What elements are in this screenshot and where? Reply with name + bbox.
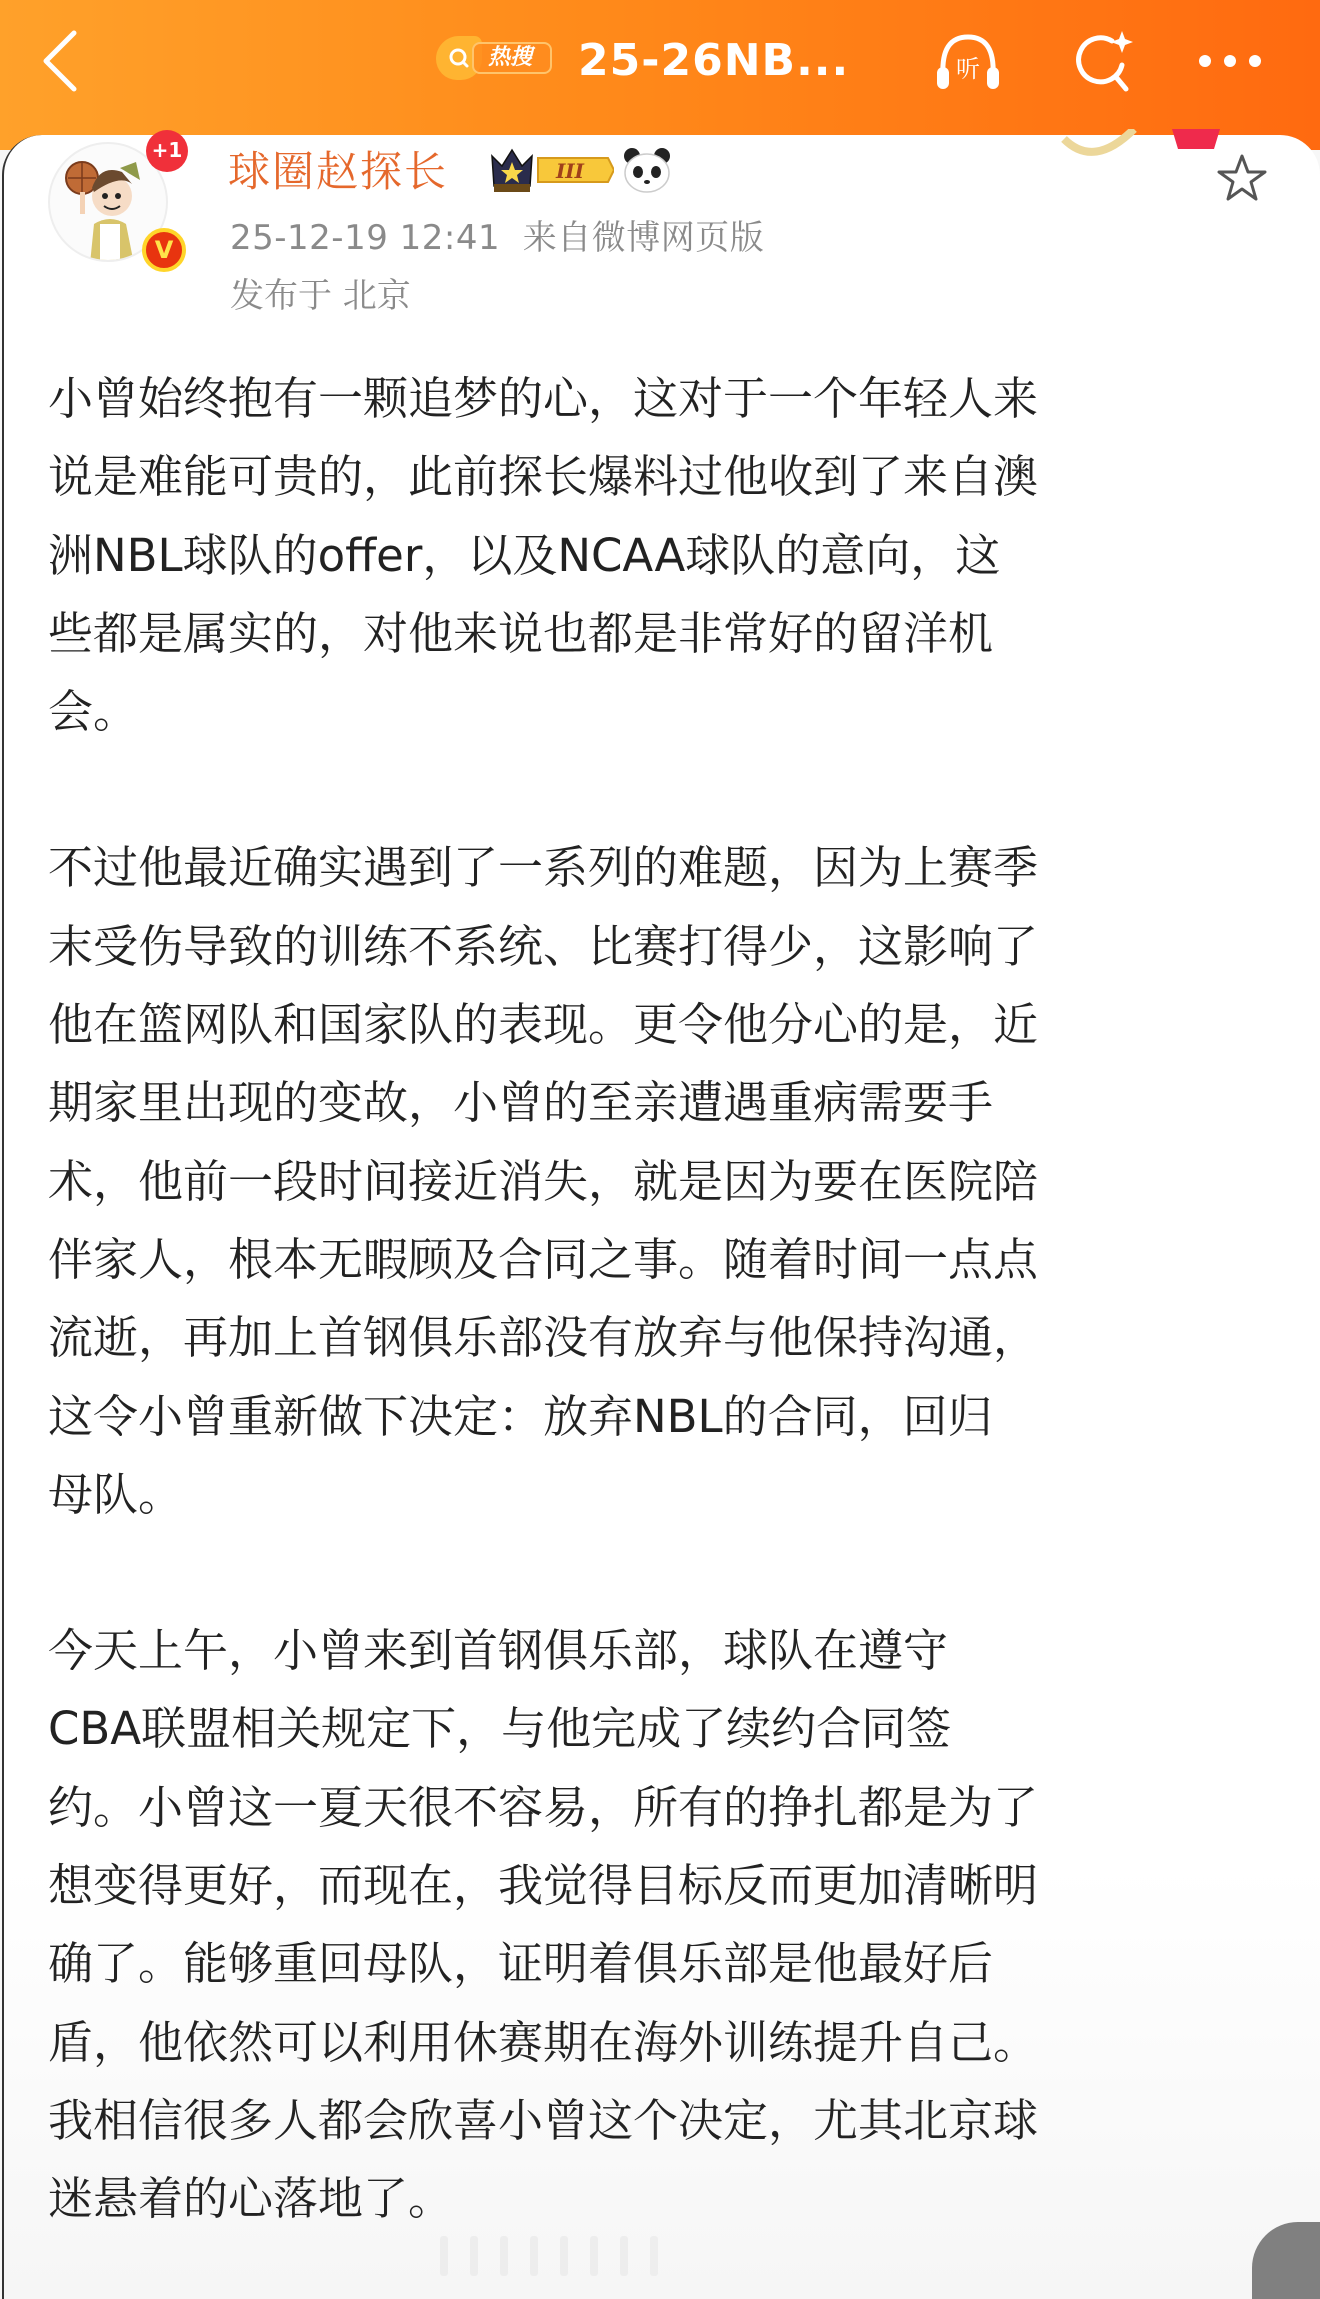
text-line: 小曾始终抱有一颗追梦的心，这对于一个年轻人来 (48, 372, 1039, 425)
avatar-notification-badge: +1 (146, 130, 188, 172)
loading-placeholder (440, 2236, 720, 2276)
more-button[interactable] (1190, 26, 1270, 96)
verified-badge-icon: V (142, 228, 186, 272)
text-line: 期家里出现的变故，小曾的至亲遭遇重病需要手 (48, 1076, 994, 1130)
text-line: 确了。能够重回母队，证明着俱乐部是他最好后 (48, 1937, 994, 1991)
text-line: 想变得更好，而现在，我觉得目标反而更加清晰明 (48, 1859, 1039, 1913)
text-line: 不过他最近确实遇到了一系列的难题，因为上赛季 (48, 841, 1039, 895)
chevron-left-icon (40, 29, 80, 93)
text-line: 些都是属实的，对他来说也都是非常好的留洋机 (48, 606, 994, 660)
text-line: 迷悬着的心落地了。 (48, 2172, 454, 2226)
text-line: CBA联盟相关规定下，与他完成了续约合同签 (48, 1702, 952, 1756)
text-line: 他在篮网队和国家队的表现。更令他分心的是，近 (48, 998, 1039, 1052)
post-source: 来自微博网页版 (522, 218, 765, 258)
more-dots-icon (1195, 51, 1265, 71)
text-line: 我相信很多人都会欣喜小曾这个决定，尤其北京球 (48, 2093, 1039, 2147)
paragraph-1 (48, 360, 1278, 751)
page-title: 25-26NB... (578, 35, 850, 86)
back-button[interactable] (30, 26, 90, 96)
post-meta (230, 214, 764, 262)
favorite-button[interactable] (1212, 148, 1272, 208)
text-line: 伴家人，根本无暇顾及合同之事。随着时间一点点 (48, 1232, 1039, 1286)
star-outline-icon (1216, 153, 1268, 203)
text-line: 术，他前一段时间接近消失，就是因为要在医院陪 (48, 1154, 1039, 1208)
crown-level-icon (490, 146, 614, 194)
text-line: 流逝，再加上首钢俱乐部没有放弃与他保持沟通， (48, 1311, 1039, 1365)
ai-search-button[interactable] (1064, 26, 1144, 96)
text-line: 今天上午，小曾来到首钢俱乐部，球队在遵守 (48, 1624, 949, 1678)
headphones-icon (933, 31, 1003, 91)
text-line: 约。小曾这一夏天很不容易，所有的挣扎都是为了 (48, 1780, 1039, 1834)
hot-search-label: 热搜 (472, 42, 552, 74)
post-body (48, 360, 1278, 2239)
text-line: 洲NBL球队的offer，以及NCAA球队的意向，这 (48, 528, 1001, 582)
text-line: 说是难能可贵的，此前探长爆料过他收到了来自澳 (48, 450, 1039, 504)
text-line: 末受伤导致的训练不系统、比赛打得少，这影响了 (48, 919, 1039, 973)
paragraph-3 (48, 1612, 1278, 2238)
text-line: 盾，他依然可以利用休赛期在海外训练提升自己。 (48, 2015, 1039, 2069)
svg-text:听: 听 (956, 55, 980, 83)
svg-text:III: III (555, 159, 585, 183)
top-navigation-bar (0, 0, 1320, 150)
text-line: 会。 (48, 685, 139, 739)
decoration-confetti-icon (1054, 129, 1234, 169)
paragraph-gap (48, 1534, 1278, 1612)
listen-button[interactable] (928, 26, 1008, 96)
paragraph-gap (48, 751, 1278, 829)
text-line: 母队。 (48, 1467, 184, 1521)
post-timestamp: 25-12-19 12:41 (230, 218, 501, 258)
author-name[interactable]: 球圈赵探长 (228, 147, 449, 196)
sparkle-search-icon (1072, 29, 1136, 93)
hot-search-badge[interactable] (436, 36, 556, 78)
text-line: 这令小曾重新做下决定：放弃NBL的合同，回归 (48, 1389, 993, 1443)
member-level-badge[interactable] (490, 146, 614, 194)
post-location: 发布于 北京 (230, 276, 411, 316)
paragraph-2 (48, 829, 1278, 1534)
panda-emoji-icon (622, 146, 672, 194)
